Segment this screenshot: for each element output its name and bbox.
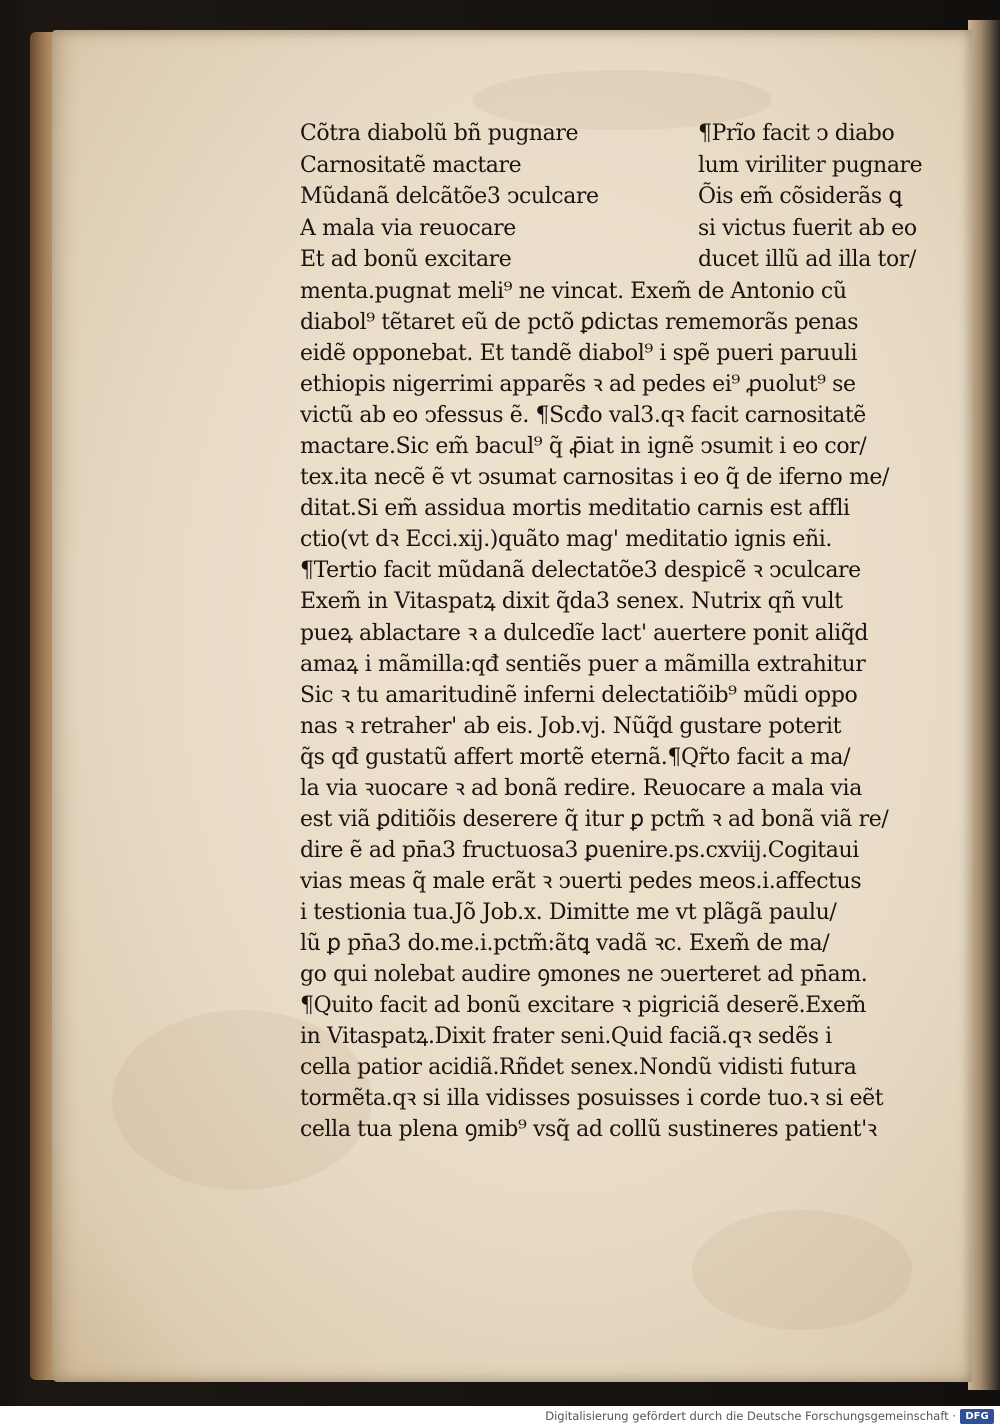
- header-left-line: Et ad bonũ excitare: [300, 247, 512, 272]
- body-line: tormẽta.qꝛ si illa vidisses posuisses i corde tuo.ꝛ si eẽt: [300, 1086, 884, 1112]
- text-block: [300, 118, 968, 1145]
- body-line: ¶Quito facit ad bonũ excitare ꝛ pigriciã deserẽ.Exem̃: [300, 993, 867, 1019]
- header-left-line: Carnositatẽ mactare: [300, 152, 522, 178]
- header-left-line: A mala via reuocare: [300, 215, 516, 241]
- header-right-line: Õis em̃ cõsiderãs ꝗ: [698, 184, 902, 209]
- header-left-line: Mũdanã delcãtõe3 ↄculcare: [300, 184, 599, 209]
- body-line: go qui nolebat audire ꝯmones ne ↄuerteret ad pn̄am.: [300, 962, 868, 988]
- facing-page-edge: [968, 20, 1000, 1390]
- body-line: pueꝝ ablactare ꝛ a dulcedĩe lact' auertere ponit aliq̃d: [300, 620, 869, 646]
- two-column-header: [300, 118, 968, 276]
- body-line: Exem̃ in Vitaspatꝝ dixit q̃da3 senex. Nutrix qñ vult: [300, 589, 843, 615]
- body-line: menta.pugnat meli⁹ ne vincat. Exem̃ de Antonio cũ: [300, 279, 847, 304]
- body-line: cella tua plena ꝯmib⁹ vsq̃ ad collũ sustineres patient'ꝛ: [300, 1117, 877, 1143]
- body-line: est viã ꝑditiõis deserere q̃ itur ꝑ pctm̃ ꝛ ad bonã viã re/: [300, 806, 889, 832]
- body-line: ¶Tertio facit mũdanã delectatõe3 despicẽ ꝛ ↄculcare: [300, 558, 861, 584]
- header-right-line: ducet illũ ad illa tor/: [698, 247, 916, 272]
- body-text: [300, 276, 968, 1145]
- body-line: amaꝝ i mãmilla:qđ sentiẽs puer a mãmilla extrahitur: [300, 651, 866, 677]
- body-line: i testionia tua.Jõ Job.x. Dimitte me vt plãgã paulu/: [300, 899, 837, 925]
- header-right-line: ¶Prĩo facit ↄ diabo: [698, 121, 895, 146]
- dfg-logo: DFG: [960, 1409, 994, 1424]
- body-line: diabol⁹ tẽtaret eũ de pctõ ꝑdictas rememorãs penas: [300, 310, 859, 336]
- header-right-line: lum viriliter pugnare: [698, 152, 923, 178]
- body-line: tex.ita necẽ ẽ vt ↄsumat carnositas i eo q̃ de iferno me/: [300, 465, 890, 491]
- body-line: lũ ꝑ pn̄a3 do.me.i.pctm̃:ãtꝗ vadã ꝛc. Exem̃ de ma/: [300, 930, 830, 956]
- header-right-column: [698, 118, 966, 276]
- body-line: nas ꝛ retraher' ab eis. Job.vj. Nũq̃d gustare poterit: [300, 713, 842, 739]
- body-line: ditat.Si em̃ assidua mortis meditatio carnis est affli: [300, 496, 850, 522]
- body-line: dire ẽ ad pn̄a3 fructuosa3 ꝑuenire.ps.cxviij.Cogitaui: [300, 837, 859, 863]
- body-line: in Vitaspatꝝ.Dixit frater seni.Quid faciã.qꝛ sedẽs i: [300, 1024, 832, 1050]
- body-line: q̃s qđ gustatũ affert mortẽ eternã.¶Qr̃to facit a ma/: [300, 744, 851, 770]
- body-line: eidẽ opponebat. Et tandẽ diabol⁹ i spẽ pueri paruuli: [300, 341, 858, 367]
- header-left-line: Cõtra diabolũ bñ pugnare: [300, 121, 579, 146]
- body-line: ctio(vt dꝛ Ecci.xij.)quãto mag' meditatio ignis eñi.: [300, 527, 833, 553]
- page-stain: [692, 1210, 912, 1330]
- body-line: victũ ab eo ↄfessus ẽ. ¶Scđo val3.qꝛ facit carnositatẽ: [300, 403, 866, 429]
- digitization-footer: [0, 1406, 1000, 1427]
- header-left-column: [300, 118, 690, 276]
- body-line: cella patior acidiã.Rñdet senex.Nondũ vidisti futura: [300, 1055, 857, 1081]
- header-right-line: si victus fuerit ab eo: [698, 215, 917, 241]
- body-line: ethiopis nigerrimi apparẽs ꝛ ad pedes ei⁹ ꝓuolut⁹ se: [300, 372, 856, 398]
- body-line: la via ꝛuocare ꝛ ad bonã redire. Reuocare a mala via: [300, 775, 862, 801]
- body-line: mactare.Sic em̃ bacul⁹ q̃ ꝓ̄iat in ignẽ ↄsumit i eo cor/: [300, 434, 867, 460]
- body-line: Sic ꝛ tu amaritudinẽ inferni delectatiõib⁹ mũdi oppo: [300, 682, 858, 708]
- funding-credit: Digitalisierung gefördert durch die Deutsche Forschungsgemeinschaft ·: [545, 1409, 956, 1423]
- body-line: vias meas q̃ male erãt ꝛ ↄuerti pedes meos.i.affectus: [300, 868, 862, 894]
